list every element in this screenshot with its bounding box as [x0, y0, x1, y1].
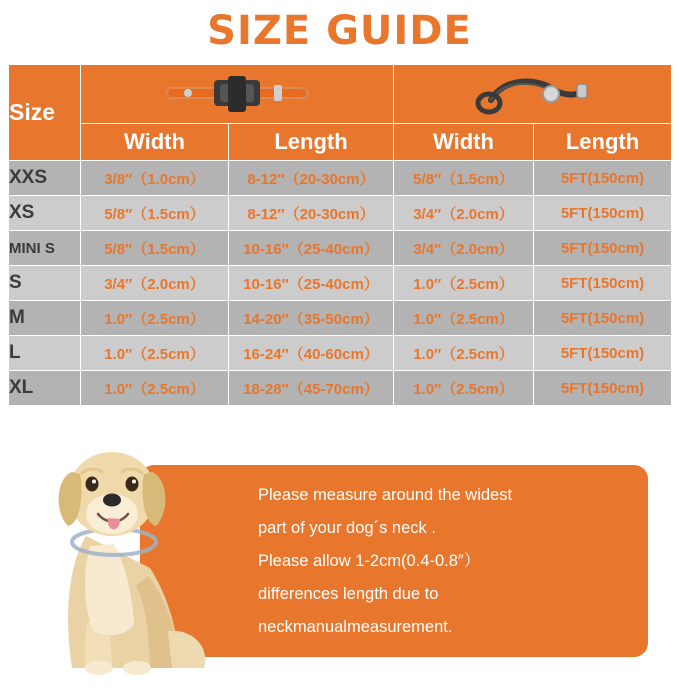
note-line-2: part of your dog´s neck .: [258, 519, 436, 537]
size-guide-table: [8, 64, 672, 406]
cell-leash-width: 1.0″（2.5cm）: [394, 336, 534, 371]
cell-leash-width: 1.0″（2.5cm）: [394, 371, 534, 406]
page-title: SIZE GUIDE: [207, 8, 472, 54]
table-row: [9, 371, 672, 406]
table-row: [9, 196, 672, 231]
subheader-collar-length: Length: [229, 124, 394, 161]
cell-leash-length: 5FT(150cm): [534, 371, 672, 406]
cell-leash-length: 5FT(150cm): [534, 336, 672, 371]
note-line-3: Please allow 1-2cm(0.4-0.8″）: [258, 552, 481, 570]
cell-collar-width: 5/8″（1.5cm）: [81, 196, 229, 231]
cell-collar-width: 1.0″（2.5cm）: [81, 336, 229, 371]
cell-collar-width: 3/8″（1.0cm）: [81, 161, 229, 196]
header-size-label: Size: [9, 65, 81, 161]
note-line-5: neckmanualmeasurement.: [258, 618, 453, 636]
table-header-row-subheaders: [9, 124, 672, 161]
cell-collar-length: 8-12″（20-30cm）: [229, 196, 394, 231]
cell-leash-length: 5FT(150cm): [534, 266, 672, 301]
row-size-s: S: [9, 266, 81, 301]
collar-product-cell: [81, 65, 394, 124]
cell-collar-length: 10-16″（25-40cm）: [229, 231, 394, 266]
cell-leash-width: 1.0″（2.5cm）: [394, 266, 534, 301]
cell-collar-length: 10-16″（25-40cm）: [229, 266, 394, 301]
cell-leash-length: 5FT(150cm): [534, 161, 672, 196]
cell-leash-length: 5FT(150cm): [534, 231, 672, 266]
leash-icon: [394, 72, 671, 116]
cell-leash-width: 3/4″（2.0cm）: [394, 231, 534, 266]
row-size-m: M: [9, 301, 81, 336]
cell-collar-length: 8-12″（20-30cm）: [229, 161, 394, 196]
cell-collar-length: 14-20″（35-50cm）: [229, 301, 394, 336]
cell-collar-width: 1.0″（2.5cm）: [81, 371, 229, 406]
note-line-4: differences length due to: [258, 585, 439, 603]
cell-leash-width: 3/4″（2.0cm）: [394, 196, 534, 231]
subheader-collar-width: Width: [81, 124, 229, 161]
size-table-container: [0, 64, 679, 406]
row-size-mini-s: MINI S: [9, 231, 81, 266]
cell-leash-length: 5FT(150cm): [534, 301, 672, 336]
subheader-leash-width: Width: [394, 124, 534, 161]
cell-collar-width: 5/8″（1.5cm）: [81, 231, 229, 266]
row-size-xs: XS: [9, 196, 81, 231]
leash-product-cell: [394, 65, 672, 124]
table-row: [9, 336, 672, 371]
row-size-xxs: XXS: [9, 161, 81, 196]
dog-photo: [28, 416, 228, 694]
subheader-leash-length: Length: [534, 124, 672, 161]
row-size-l: L: [9, 336, 81, 371]
cell-collar-width: 3/4″（2.0cm）: [81, 266, 229, 301]
table-row: [9, 301, 672, 336]
table-row: [9, 266, 672, 301]
cell-leash-width: 1.0″（2.5cm）: [394, 301, 534, 336]
cell-collar-length: 18-28″（45-70cm）: [229, 371, 394, 406]
cell-collar-width: 1.0″（2.5cm）: [81, 301, 229, 336]
cell-collar-length: 16-24″（40-60cm）: [229, 336, 394, 371]
note-line-1: Please measure around the widest: [258, 486, 513, 504]
table-row: [9, 231, 672, 266]
table-header-row-products: [9, 65, 672, 124]
collar-icon: [81, 72, 393, 116]
cell-leash-width: 5/8″（1.5cm）: [394, 161, 534, 196]
measurement-note-section: [0, 410, 679, 697]
cell-leash-length: 5FT(150cm): [534, 196, 672, 231]
table-row: [9, 161, 672, 196]
row-size-xl: XL: [9, 371, 81, 406]
